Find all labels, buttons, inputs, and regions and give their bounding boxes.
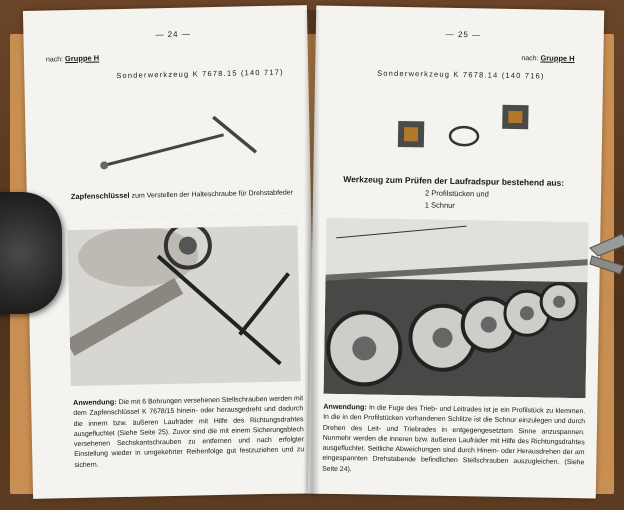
right-page-number: — 25 — [445, 29, 482, 40]
left-page-number: — 24 — [155, 29, 191, 40]
book-gutter [304, 10, 320, 494]
left-page [23, 5, 317, 499]
right-group-ref [521, 53, 574, 63]
right-tool-name: Sonderwerkzeug K 7678.14 (140 716) [377, 68, 545, 81]
wrench-pin [100, 161, 108, 169]
camera-lens-object [0, 192, 62, 314]
right-usage [322, 402, 585, 480]
right-item-2: 1 Schnur [424, 200, 455, 210]
left-photo [67, 213, 300, 386]
left-tool-name: Sonderwerkzeug K 7678.15 (140 717) [116, 67, 284, 81]
wrench-shaft [104, 135, 225, 166]
left-group-label: Gruppe H [64, 53, 100, 64]
left-photo-image [67, 213, 300, 386]
metal-clip-object [586, 230, 624, 276]
right-item-1: 2 Profilstücken und [424, 188, 489, 199]
profile-pieces-drawing [384, 89, 565, 162]
right-group-prefix: nach: [521, 55, 539, 63]
right-photo [324, 218, 589, 399]
right-group-label: Gruppe H [540, 53, 575, 64]
left-caption [71, 187, 293, 201]
right-usage-text: In die Fuge des Trieb- und Leitrades ist je ein Profilstück zu klemmen. In die in den Profilstücken vorhandenen Schlitze ist die Schnur einzulegen und durch Drehen des Leit- und Triebrades in entgegengesetztem Sinne anzuspannen. Nunmehr werden die inneren bzw. äußeren Laufräder mit Hilfe des Richtungsdrahtes ausgefluchtet. Seitliche Abweichungen sind durch Hinein- oder Herausdrehen der am eingespannten Drehstabende befindlichen Stellschrauben auszugleichen. (Siehe Seite 24). [322, 404, 586, 473]
t-wrench-drawing [95, 94, 267, 178]
left-group-ref [46, 53, 99, 63]
left-usage-text: Die mit 6 Bohrungen versehenen Stellschrauben werden mit dem Zapfenschlüssel K 7678/15 hinein- oder herausgedreht und dadurch die innern bzw. äußeren Laufräder mit Hilfe des Richtungsdrahtes ausgefluchtet (Siehe Seite 25). Zuvor sind die mit einem Sicherungsblech versehenen Sechskantschrauben zu entfernen und nach erfolgter Einstellung wieder in umgekehrter Reihenfolge gut festzuziehen und zu sichern. [73, 395, 305, 469]
left-caption-bold: Zapfenschlüssel [70, 190, 130, 202]
right-usage-label: Anwendung: [323, 401, 367, 412]
left-usage-label: Anwendung: [73, 397, 117, 408]
string-coil [450, 127, 478, 145]
right-photo-image [324, 218, 589, 399]
right-heading: Werkzeug zum Prüfen der Laufradspur bestehend aus: [343, 174, 565, 188]
left-usage [73, 393, 304, 471]
left-group-prefix: nach: [45, 56, 64, 64]
left-caption-rest: zum Verstellen der Halteschraube für Drehstabfeder [131, 189, 294, 200]
right-page [308, 6, 604, 499]
